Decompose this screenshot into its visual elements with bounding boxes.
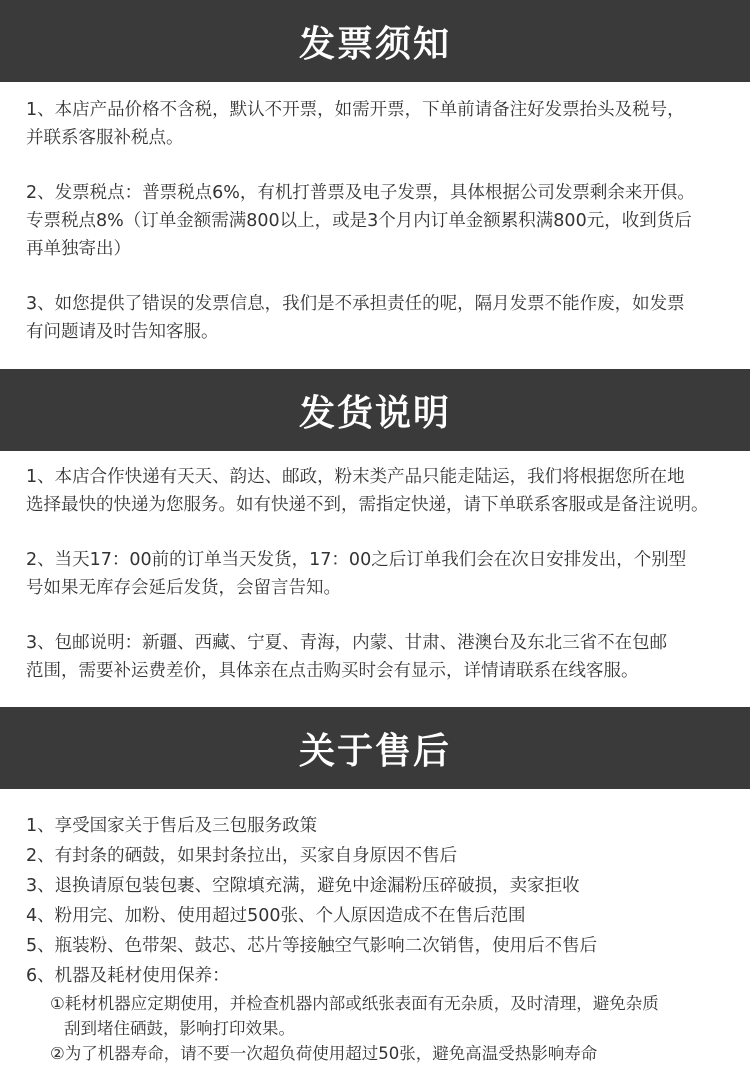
aftersale-header — [0, 707, 750, 789]
invoice-item-3-line-1: 3、如您提供了错误的发票信息，我们是不承担责任的呢，隔月发票不能作废，如发票 — [26, 294, 685, 314]
shipping-section — [0, 451, 750, 707]
shipping-header — [0, 369, 750, 451]
aftersale-subitem-1 — [0, 991, 750, 1041]
invoice-item-2-line-3: 再单独寄出） — [26, 239, 131, 259]
invoice-item-2-line-1: 2、发票税点：普票税点6%，有机打普票及电子发票，具体根据公司发票剩余来开俱。 — [26, 183, 695, 203]
aftersale-item-2: 2、有封条的硒鼓，如果封条拉出，买家自身原因不售后 — [26, 846, 458, 866]
invoice-item-3 — [0, 290, 750, 346]
invoice-item-1-line-2: 并联系客服补税点。 — [26, 128, 184, 148]
invoice-item-2-line-2: 专票税点8%（订单金额需满800以上，或是3个月内订单金额累积满800元，收到货后 — [26, 211, 692, 231]
aftersale-subitem-1-line-1: ①耗材机器应定期使用，并检查机器内部或纸张表面有无杂质，及时清理，避免杂质 — [50, 994, 659, 1013]
aftersale-subitem-2: ②为了机器寿命，请不要一次超负荷使用超过50张，避免高温受热影响寿命 — [50, 1044, 598, 1063]
aftersale-item-6: 6、机器及耗材使用保养： — [26, 966, 230, 986]
invoice-item-2 — [0, 179, 750, 263]
aftersale-item-1: 1、享受国家关于售后及三包服务政策 — [26, 816, 318, 836]
aftersale-item-5: 5、瓶装粉、色带架、鼓芯、芯片等接触空气影响二次销售，使用后不售后 — [26, 936, 598, 956]
aftersale-item-3: 3、退换请原包装包裹、空隙填充满，避免中途漏粉压碎破损，卖家拒收 — [26, 876, 580, 896]
shipping-item-2-line-1: 2、当天17：00前的订单当天发货，17：00之后订单我们会在次日安排发出，个别型 — [26, 550, 687, 570]
aftersale-title: 关于售后 — [298, 730, 451, 772]
invoice-header — [0, 0, 750, 82]
shipping-title: 发货说明 — [298, 392, 451, 434]
invoice-item-1 — [0, 96, 750, 152]
shipping-item-3-line-2: 范围，需要补运费差价，具体亲在点击购买时会有显示，详情请联系在线客服。 — [26, 661, 639, 681]
shipping-item-2-line-2: 号如果无库存会延后发货，会留言告知。 — [26, 578, 341, 598]
shipping-item-2 — [0, 546, 750, 602]
invoice-title: 发票须知 — [298, 23, 451, 65]
aftersale-section — [0, 789, 750, 1087]
invoice-section — [0, 82, 750, 369]
invoice-item-1-line-1: 1、本店产品价格不含税，默认不开票，如需开票，下单前请备注好发票抬头及税号， — [26, 100, 685, 120]
shipping-item-1 — [0, 463, 750, 519]
shipping-item-3 — [0, 629, 750, 685]
aftersale-subitem-1-line-2: 刮到堵住硒鼓，影响打印效果。 — [64, 1019, 295, 1038]
shipping-item-1-line-2: 选择最快的快递为您服务。如有快递不到，需指定快递，请下单联系客服或是备注说明。 — [26, 495, 709, 515]
invoice-item-3-line-2: 有问题请及时告知客服。 — [26, 322, 219, 342]
shipping-item-3-line-1: 3、包邮说明：新疆、西藏、宁夏、青海，内蒙、甘肃、港澳台及东北三省不在包邮 — [26, 633, 668, 653]
aftersale-item-4: 4、粉用完、加粉、使用超过500张、个人原因造成不在售后范围 — [26, 906, 526, 926]
shipping-item-1-line-1: 1、本店合作快递有天天、韵达、邮政，粉末类产品只能走陆运，我们将根据您所在地 — [26, 467, 685, 487]
